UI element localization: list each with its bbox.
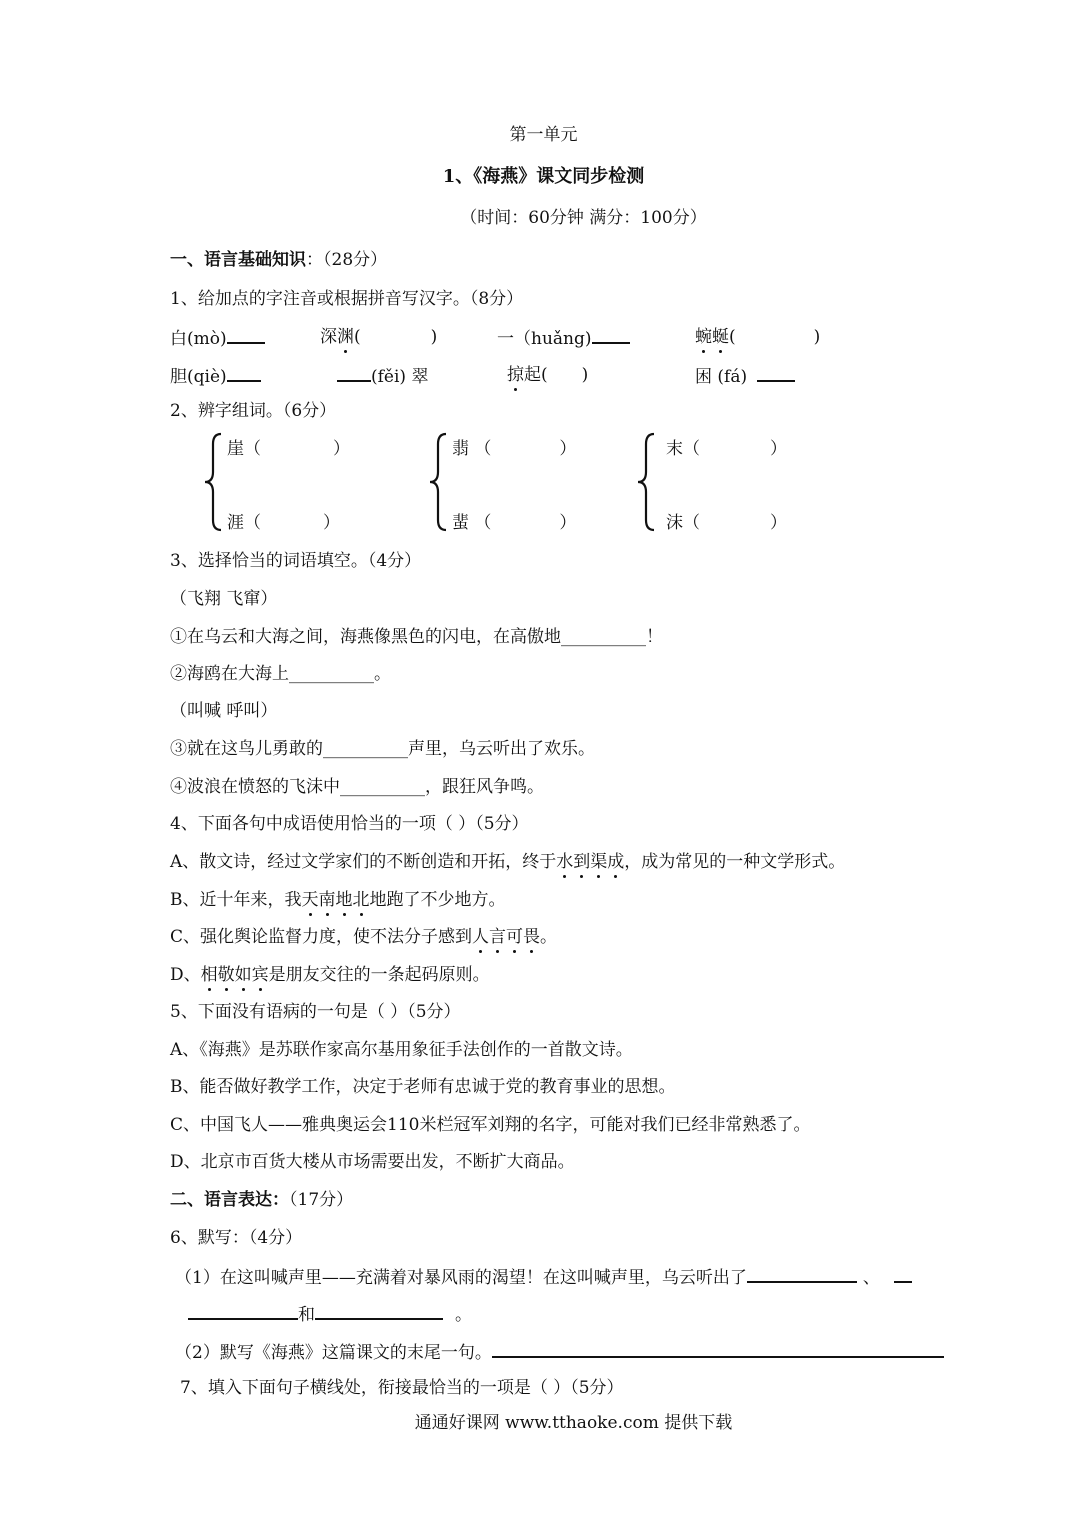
answer-blank[interactable]: [492, 1340, 944, 1358]
footer: 通通好课网 www.tthaoke.com 提供下载: [414, 1413, 733, 1433]
q2-group-2: [428, 432, 628, 532]
answer-blank[interactable]: [757, 364, 795, 382]
emphasis-dot-char: 南: [318, 890, 336, 910]
q1-item-3-text: 一（huǎng): [497, 329, 592, 349]
q1-item-7-close: ): [581, 365, 589, 385]
q5-option-b: B、能否做好教学工作，决定于老师有忠诚于党的教育事业的思想。: [170, 1077, 676, 1097]
q1-item-8-text: 困 (fá): [695, 367, 748, 387]
emphasis-dot-char: 天: [301, 890, 319, 910]
left-brace-icon: [636, 432, 658, 532]
q1-item-5-text: 胆(qiè): [170, 367, 227, 387]
left-brace-icon: [203, 432, 225, 532]
section-2-heading: [170, 1189, 353, 1211]
q6-part-1-cont: 和 。: [188, 1302, 472, 1326]
emphasis-dot-char: 相: [200, 965, 218, 985]
q5-option-d: D、北京市百货大楼从市场需要出发，不断扩大商品。: [170, 1152, 575, 1172]
q2-group-2-bottom: 蜚 （ ）: [452, 513, 577, 533]
q1-item-4-text: 蜿蜒(: [695, 327, 736, 347]
q3-sentence-1: ①在乌云和大海之间，海燕像黑色的闪电，在高傲地__________！: [170, 627, 663, 647]
section-2-title: 二、语言表达：: [170, 1190, 289, 1210]
left-brace-icon: [428, 432, 450, 532]
emphasis-dot-char: 水: [556, 852, 574, 872]
q1-item-8: [695, 364, 795, 388]
q1-item-2-close: ): [430, 327, 438, 347]
emphasis-dot-char: 如: [234, 965, 252, 985]
q3-sentence-2: ②海鸥在大海上__________。: [170, 664, 391, 684]
q2-stem: 2、辨字组词。（6分）: [170, 401, 337, 421]
q6-part-1: （1）在这叫喊声里——充满着对暴风雨的渴望！在这叫喊声里，乌云听出了 、: [175, 1265, 912, 1289]
q5-option-a: A、《海燕》是苏联作家高尔基用象征手法创作的一首散文诗。: [170, 1040, 633, 1060]
q2-group-2-top: 翡 （ ）: [452, 439, 577, 459]
q5-option-c: C、中国飞人——雅典奥运会110米栏冠军刘翔的名字，可能对我们已经非常熟悉了。: [170, 1115, 811, 1135]
answer-blank[interactable]: [315, 1302, 443, 1320]
q4-option-c: C、强化舆论监督力度，使不法分子感到人言可畏。: [170, 927, 558, 947]
q4-option-a: A、散文诗，经过文学家们的不断创造和开拓，终于水到渠成，成为常见的一种文学形式。: [170, 852, 846, 872]
q3-sentence-3: ③就在这鸟儿勇敢的__________声里，乌云听出了欢乐。: [170, 739, 595, 759]
q2-group-3-top: 末（ ）: [666, 439, 787, 459]
emphasis-dot-char: 言: [489, 927, 507, 947]
q2-group-1-top: 崖（ ）: [227, 439, 350, 459]
section-1-title: 一、语言基础知识: [170, 250, 306, 270]
emphasis-dot-char: 畏: [523, 927, 541, 947]
answer-blank[interactable]: [227, 364, 261, 382]
q4-option-b: B、近十年来，我天南地北地跑了不少地方。: [170, 890, 506, 910]
q1-item-2-text: 深渊(: [320, 327, 361, 347]
q1-item-7: [507, 364, 588, 386]
answer-blank[interactable]: [337, 364, 371, 382]
section-1-heading: [170, 249, 387, 271]
q1-item-2: [320, 326, 437, 348]
unit-label: 第一单元: [509, 125, 578, 145]
emphasis-dot-char: 宾: [251, 965, 269, 985]
emphasis-dot-char: 渠: [590, 852, 608, 872]
q1-item-4-close: ): [813, 327, 821, 347]
q1-item-4: [695, 326, 820, 348]
q2-group-3-bottom: 沫（ ）: [666, 513, 787, 533]
q1-item-1: [170, 326, 265, 350]
emphasis-dot-char: 北: [352, 890, 370, 910]
dotted-idiom: [472, 927, 540, 947]
emphasis-dot-char: 人: [472, 927, 490, 947]
emphasis-dot-char: 可: [506, 927, 524, 947]
q6-part-2: （2）默写《海燕》这篇课文的末尾一句。: [175, 1340, 944, 1364]
emphasis-dot-char: 敬: [217, 965, 235, 985]
q1-item-7-text: 掠起(: [507, 365, 548, 385]
q3-words-2: （叫喊 呼叫）: [170, 701, 278, 721]
q5-stem: 5、下面没有语病的一句是（ ）（5分）: [170, 1002, 461, 1022]
q1-item-6-text: (fěi) 翠: [371, 367, 429, 387]
answer-blank[interactable]: [592, 326, 630, 344]
q1-item-5: [170, 364, 261, 388]
q2-group-1: [203, 432, 403, 532]
answer-blank[interactable]: [188, 1302, 298, 1320]
q4-option-d: D、相敬如宾是朋友交往的一条起码原则。: [170, 965, 490, 985]
emphasis-dot-char: 成: [607, 852, 625, 872]
time-and-score: （时间：60分钟 满分：100分）: [460, 208, 707, 228]
q3-sentence-4: ④波浪在愤怒的飞沫中__________，跟狂风争鸣。: [170, 777, 544, 797]
q3-stem: 3、选择恰当的词语填空。（4分）: [170, 551, 422, 571]
q7-stem: 7、填入下面句子横线处，衔接最恰当的一项是（ ）（5分）: [180, 1378, 624, 1398]
dotted-idiom: [302, 890, 370, 910]
q4-stem: 4、下面各句中成语使用恰当的一项（ ）（5分）: [170, 814, 529, 834]
q2-group-1-bottom: 涯（ ）: [227, 513, 340, 533]
answer-blank[interactable]: [747, 1265, 857, 1283]
q3-words-1: （飞翔 飞窜）: [170, 589, 278, 609]
q1-item-3: [497, 326, 630, 350]
page-title: 1、《海燕》课文同步检测: [442, 166, 645, 187]
answer-blank[interactable]: [894, 1265, 912, 1283]
dotted-idiom: [556, 852, 624, 872]
q1-item-1-text: 白(mò): [170, 329, 227, 349]
section-1-score: ：（28分）: [306, 250, 388, 270]
q1-item-6: [337, 364, 428, 388]
dotted-idiom: [201, 965, 269, 985]
q2-group-3: [636, 432, 836, 532]
answer-blank[interactable]: [227, 326, 265, 344]
q1-stem: 1、给加点的字注音或根据拼音写汉字。（8分）: [170, 289, 524, 309]
emphasis-dot-char: 地: [335, 890, 353, 910]
section-2-score: （17分）: [289, 1190, 354, 1210]
emphasis-dot-char: 到: [573, 852, 591, 872]
q6-stem: 6、默写：（4分）: [170, 1228, 303, 1248]
